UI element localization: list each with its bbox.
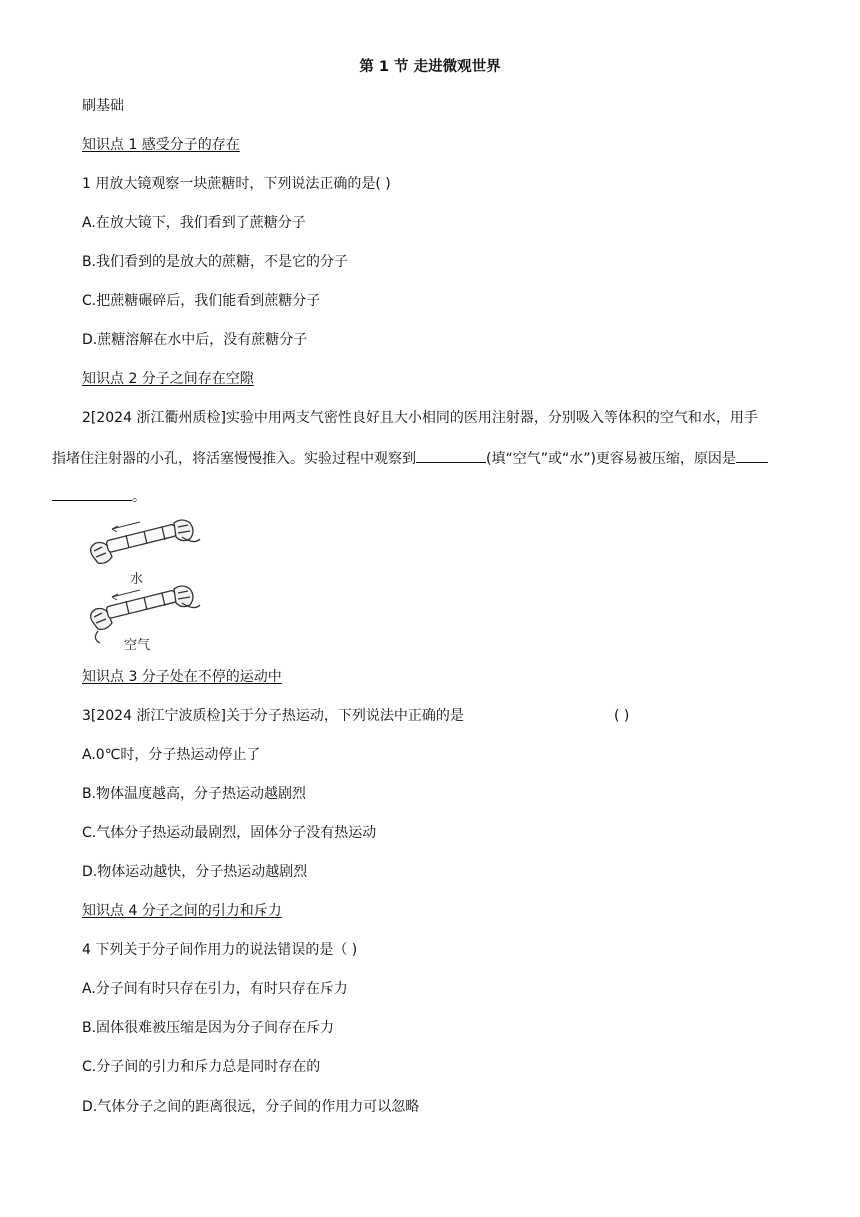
syringe-illustration <box>82 517 212 655</box>
question-3-option-a: A.0℃时，分子热运动停止了 <box>82 747 261 763</box>
question-4-option-d: D.气体分子之间的距离很远，分子间的作用力可以忽略 <box>82 1099 420 1115</box>
question-4-option-b: B.固体很难被压缩是因为分子间存在斥力 <box>82 1020 335 1036</box>
section-label: 刷基础 <box>82 98 124 114</box>
question-2-line-1: 2[2024 浙江衢州质检]实验中用两支气密性良好且大小相同的医用注射器，分别吸入等体积的空气和水，用手 <box>82 410 758 426</box>
water-syringe <box>91 520 200 563</box>
knowledge-point-2: 知识点 2 分子之间存在空隙 <box>82 371 254 387</box>
knowledge-point-1: 知识点 1 感受分子的存在 <box>82 137 240 153</box>
question-3-option-d: D.物体运动越快，分子热运动越剧烈 <box>82 864 308 880</box>
answer-blank-2a[interactable] <box>736 448 768 463</box>
question-3-option-b: B.物体温度越高，分子热运动越剧烈 <box>82 786 307 802</box>
question-1-stem: 1 用放大镜观察一块蔗糖时，下列说法正确的是( ) <box>82 176 391 192</box>
question-1-option-b: B.我们看到的是放大的蔗糖，不是它的分子 <box>82 254 349 270</box>
air-syringe <box>91 586 200 643</box>
question-3-stem: 3[2024 浙江宁波质检]关于分子热运动，下列说法中正确的是 <box>82 708 464 724</box>
syringe-figure <box>82 517 212 655</box>
question-4-option-c: C.分子间的引力和斥力总是同时存在的 <box>82 1059 321 1075</box>
question-3-option-c: C.气体分子热运动最剧烈，固体分子没有热运动 <box>82 825 377 841</box>
question-2-text-a: 指堵住注射器的小孔，将活塞慢慢推入。实验过程中观察到 <box>52 451 416 467</box>
question-2-line-2 <box>52 448 768 469</box>
question-2-line-3 <box>52 486 146 507</box>
question-2-end-mark: 。 <box>132 489 146 505</box>
question-1-option-a: A.在放大镜下，我们看到了蔗糖分子 <box>82 215 306 231</box>
question-1-option-c: C.把蔗糖碾碎后，我们能看到蔗糖分子 <box>82 293 321 309</box>
air-label: 空气 <box>124 638 151 653</box>
water-label: 水 <box>130 572 144 587</box>
question-4-option-a: A.分子间有时只存在引力，有时只存在斥力 <box>82 981 348 997</box>
answer-blank-1[interactable] <box>416 448 486 463</box>
knowledge-point-4: 知识点 4 分子之间的引力和斥力 <box>82 903 282 919</box>
question-1-option-d: D.蔗糖溶解在水中后，没有蔗糖分子 <box>82 332 308 348</box>
question-4-stem: 4 下列关于分子间作用力的说法错误的是（ ) <box>82 942 358 958</box>
answer-blank-2b[interactable] <box>52 486 132 501</box>
question-2-text-b: (填“空气”或“水”)更容易被压缩，原因是 <box>486 451 736 467</box>
question-3-answer-paren: ( ) <box>614 708 630 724</box>
knowledge-point-3: 知识点 3 分子处在不停的运动中 <box>82 669 282 685</box>
page-title: 第 1 节 走进微观世界 <box>359 59 501 75</box>
